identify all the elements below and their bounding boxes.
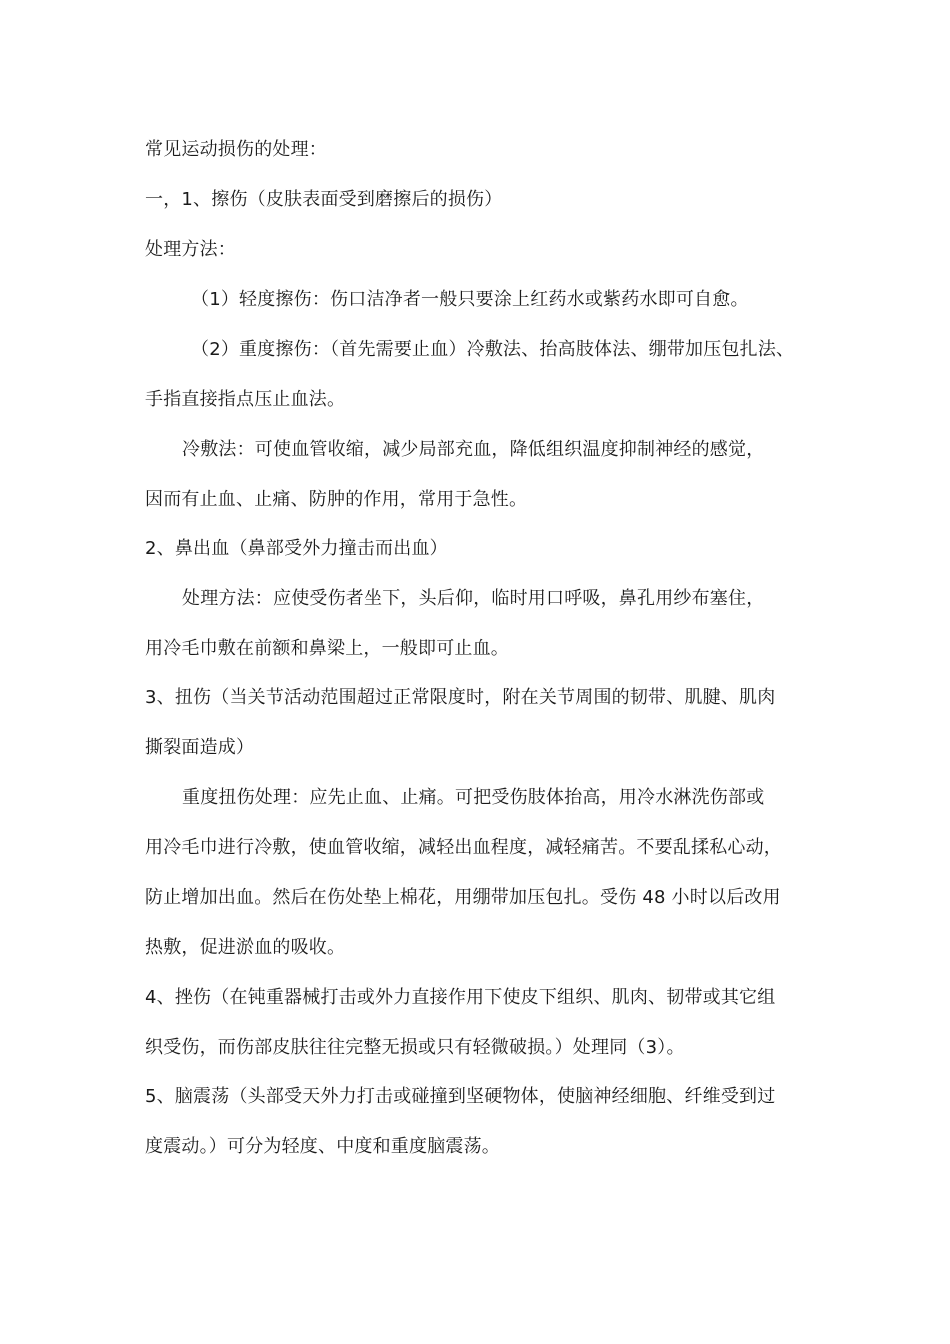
paragraph-line: 用冷毛巾进行冷敷，使血管收缩，减轻出血程度，减轻痛苦。不要乱揉私心动， bbox=[145, 837, 782, 858]
paragraph-line: （2）重度擦伤：（首先需要止血）冷敷法、抬高肢体法、绷带加压包扎法、 bbox=[191, 339, 795, 360]
paragraph-line: 热敷，促进淤血的吸收。 bbox=[145, 937, 346, 958]
paragraph-line: 撕裂面造成） bbox=[145, 737, 255, 758]
section-heading-sprain: 3、扭伤（当关节活动范围超过正常限度时，附在关节周围的韧带、肌腱、肌肉 bbox=[145, 687, 776, 708]
paragraph-line: 处理方法： bbox=[145, 239, 236, 260]
paragraph-line: 因而有止血、止痛、防肿的作用，常用于急性。 bbox=[145, 489, 528, 510]
paragraph-line: 用冷毛巾敷在前额和鼻梁上，一般即可止血。 bbox=[145, 638, 509, 659]
paragraph-line: 度震动。）可分为轻度、中度和重度脑震荡。 bbox=[145, 1136, 500, 1157]
paragraph-line: 防止增加出血。然后在伤处垫上棉花，用绷带加压包扎。受伤 48 小时以后改用 bbox=[145, 887, 781, 908]
paragraph-line: 重度扭伤处理：应先止血、止痛。可把受伤肢体抬高，用冷水淋洗伤部或 bbox=[182, 787, 765, 808]
document-title: 常见运动损伤的处理： bbox=[145, 139, 327, 160]
paragraph-line: （1）轻度擦伤：伤口洁净者一般只要涂上红药水或紫药水即可自愈。 bbox=[191, 289, 749, 310]
section-heading-abrasion: 一，1、擦伤（皮肤表面受到磨擦后的损伤） bbox=[145, 189, 503, 210]
section-heading-nosebleed: 2、鼻出血（鼻部受外力撞击而出血） bbox=[145, 538, 448, 559]
paragraph-line: 冷敷法：可使血管收缩，减少局部充血，降低组织温度抑制神经的感觉， bbox=[182, 439, 765, 460]
section-heading-contusion: 4、挫伤（在钝重器械打击或外力直接作用下使皮下组织、肌肉、韧带或其它组 bbox=[145, 987, 776, 1008]
paragraph-line: 处理方法：应使受伤者坐下，头后仰，临时用口呼吸，鼻孔用纱布塞住， bbox=[182, 588, 765, 609]
paragraph-line: 手指直接指点压止血法。 bbox=[145, 389, 346, 410]
paragraph-line: 织受伤，而伤部皮肤往往完整无损或只有轻微破损。）处理同（3）。 bbox=[145, 1037, 685, 1058]
section-heading-concussion: 5、脑震荡（头部受天外力打击或碰撞到坚硬物体，使脑神经细胞、纤维受到过 bbox=[145, 1086, 776, 1107]
